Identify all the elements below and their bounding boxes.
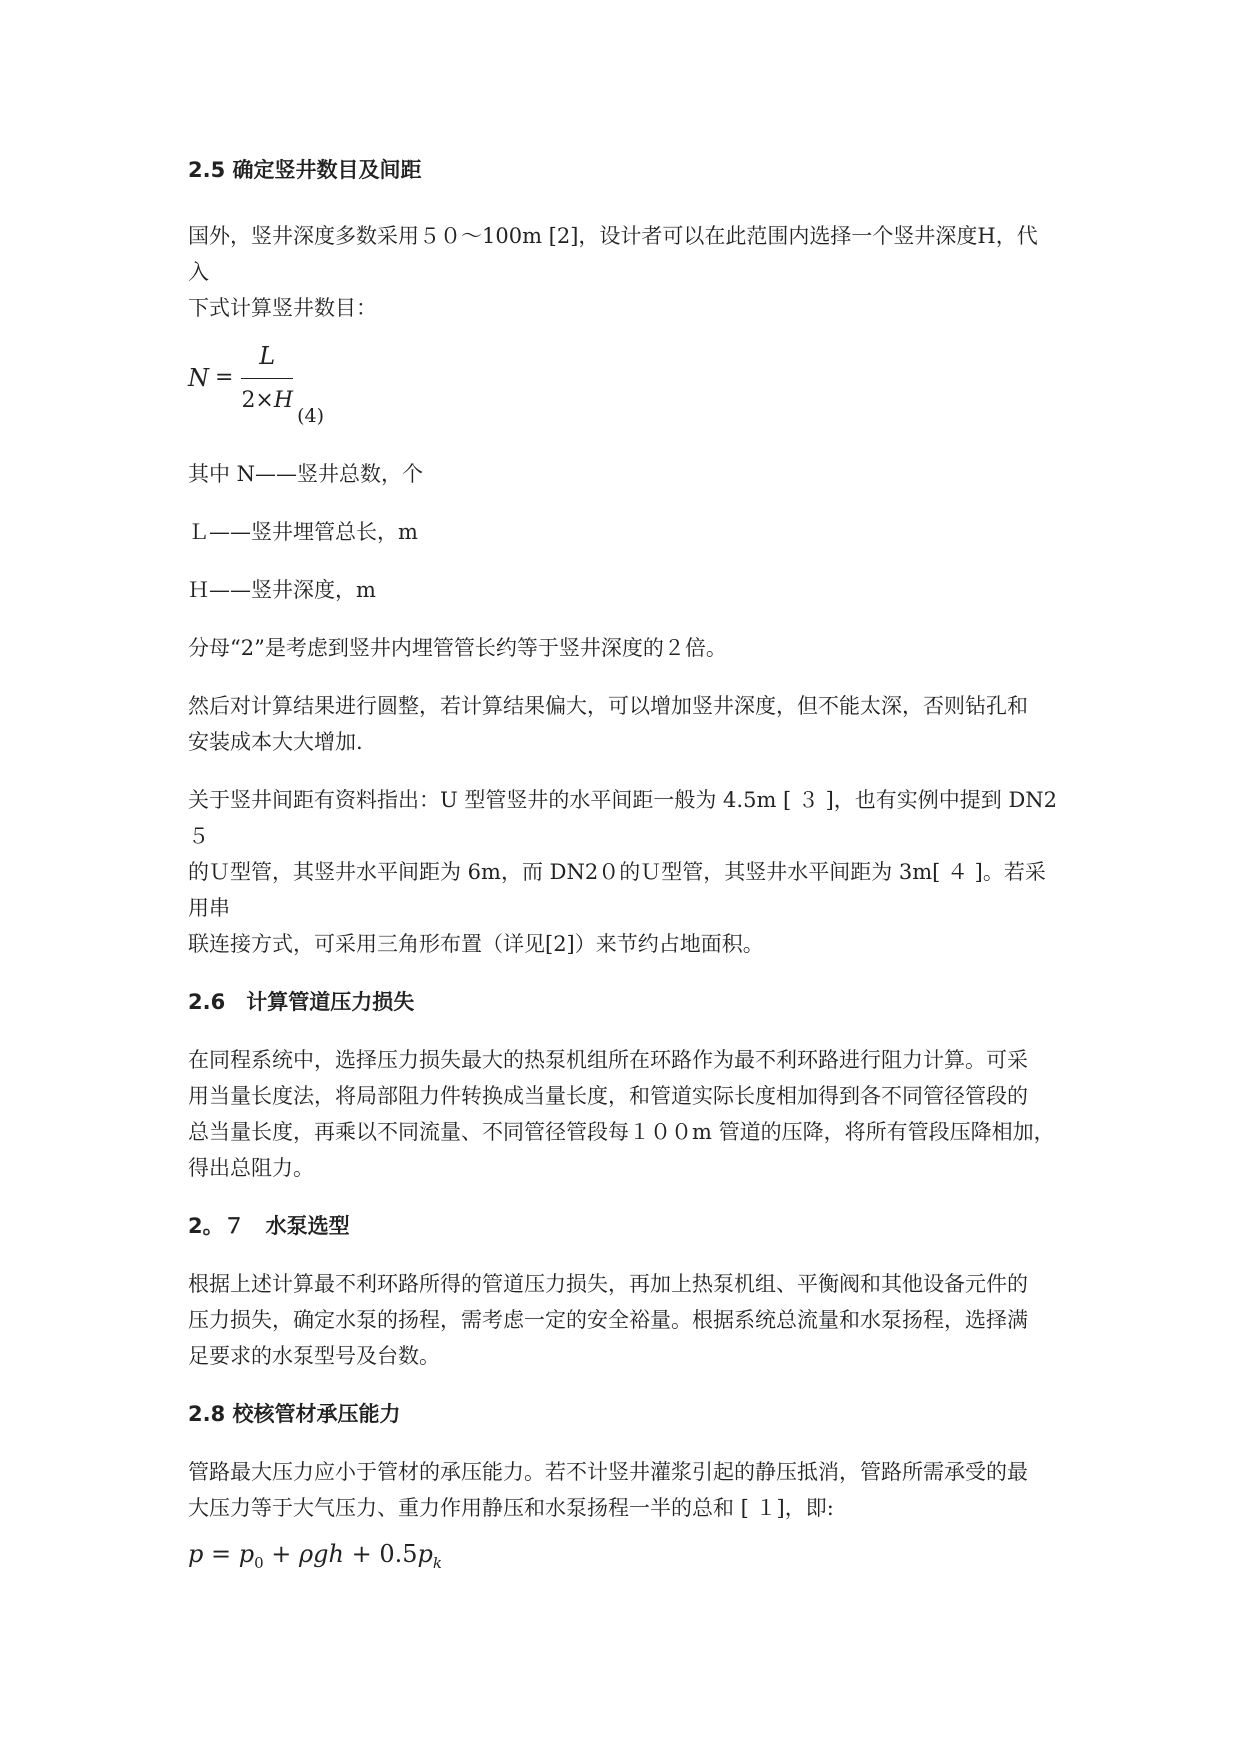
formula-equals: = bbox=[215, 365, 234, 390]
document-content bbox=[188, 152, 1058, 1581]
formula-numerator: L bbox=[259, 341, 276, 370]
paragraph-pressure-loss: 在同程系统中，选择压力损失最大的热泵机组所在环路作为最不利环路进行阻力计算。可采 用当量长度法，将局部阻力件转换成当量长度，和管道实际长度相加得到各不同管径管段的 总当量长度，再乘以不同流量、不同管径管段每１００m 管道的压降，将所有管段压降相加， 得出总阻力。 bbox=[188, 1048, 1055, 1180]
note-denominator: 分母“2”是考虑到竖井内埋管管长约等于竖井深度的２倍。 bbox=[188, 636, 727, 660]
equation-number: (4) bbox=[297, 405, 324, 427]
definition-l: Ｌ——竖井埋管总长，m bbox=[188, 520, 418, 544]
formula-max-pressure: $p = p_0 + \rho gh + 0.5p_k$ bbox=[188, 1540, 442, 1572]
definition-h: Ｈ——竖井深度，m bbox=[188, 578, 376, 602]
paragraph-pipe-pressure: 管路最大压力应小于管材的承压能力。若不计竖井灌浆引起的静压抵消，管路所需承受的最 大压力等于大气压力、重力作用静压和水泵扬程一半的总和 [ １]，即: bbox=[188, 1460, 1028, 1520]
section-heading-2-6: 2.6 计算管道压力损失 bbox=[188, 990, 415, 1014]
formula-denominator: 2×H bbox=[241, 387, 294, 413]
section-heading-2-5: 2.5 确定竖井数目及间距 bbox=[188, 158, 422, 182]
section-heading-2-8: 2.8 校核管材承压能力 bbox=[188, 1402, 401, 1426]
paragraph-pump-selection: 根据上述计算最不利环路所得的管道压力损失，再加上热泵机组、平衡阀和其他设备元件的 压力损失，确定水泵的扬程，需考虑一定的安全裕量。根据系统总流量和水泵扬程，选择满 足要求的水泵型号及台数。 bbox=[188, 1272, 1028, 1368]
paragraph-depth-range: 国外，竖井深度多数采用５０～100m [2]，设计者可以在此范围内选择一个竖井深度H，代入 下式计算竖井数目： bbox=[188, 224, 1038, 320]
formula-fraction bbox=[241, 338, 293, 419]
formula-lhs: N bbox=[188, 364, 209, 392]
paragraph-rounding: 然后对计算结果进行圆整，若计算结果偏大，可以增加竖井深度，但不能太深，否则钻孔和 安装成本大大增加. bbox=[188, 694, 1028, 754]
formula-well-count bbox=[188, 330, 1058, 426]
paragraph-spacing: 关于竖井间距有资料指出：U 型管竖井的水平间距一般为 4.5m [ ３ ]，也有实例中提到 DN2５ 的Ｕ型管，其竖井水平间距为 6m，而 DN2０的Ｕ型管，其竖井水平间距为 3m[ ４ ]。若采用串 联连接方式，可采用三角形布置（详见[2]）来节约占地面积。 bbox=[188, 788, 1058, 956]
definition-n: 其中 N——竖井总数，个 bbox=[188, 462, 424, 486]
section-heading-2-7: 2。７ 水泵选型 bbox=[188, 1214, 350, 1238]
